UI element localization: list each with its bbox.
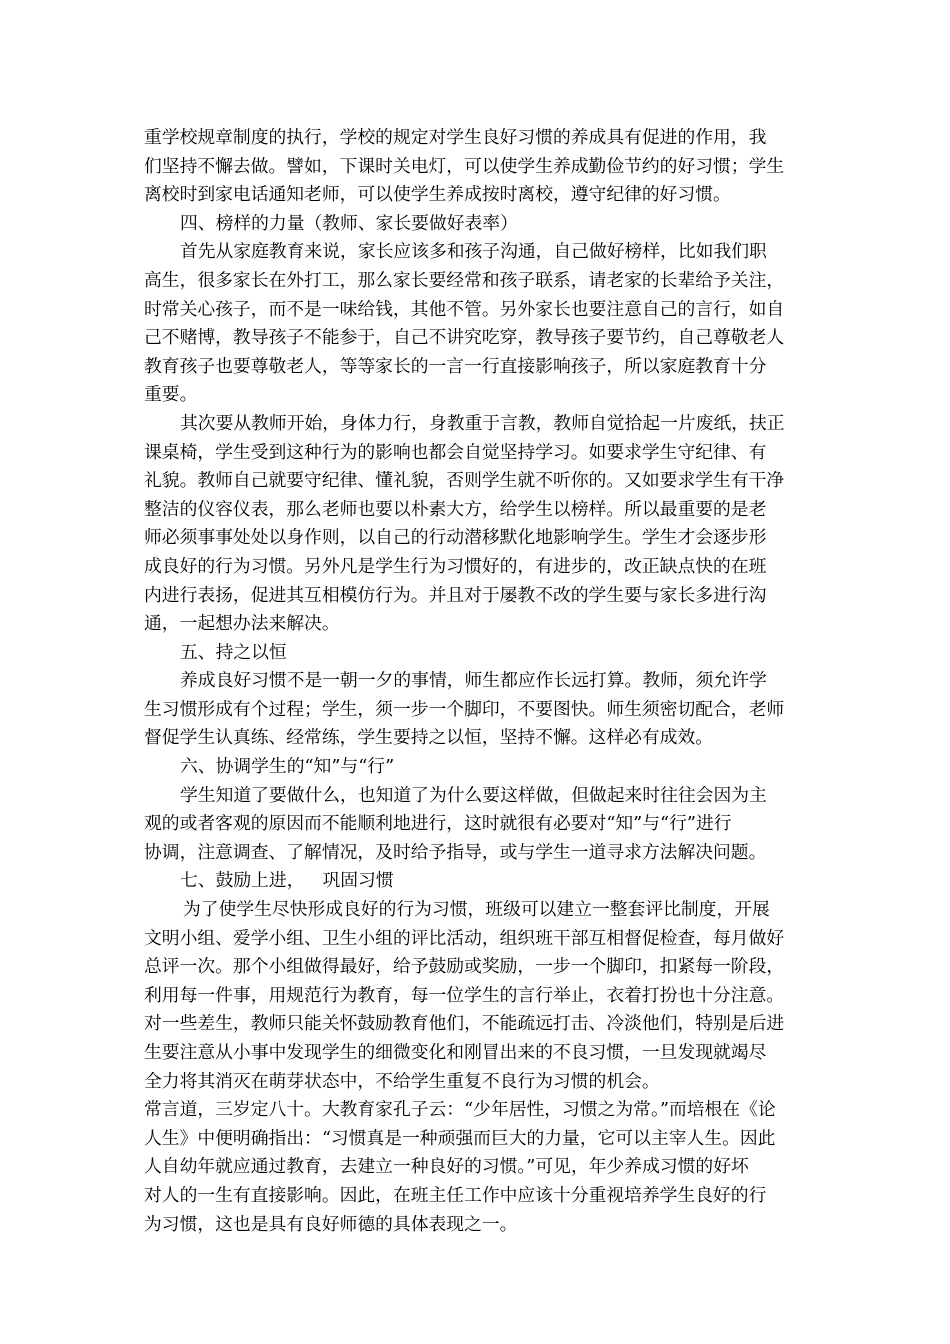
line-text: 督促学生认真练、经常练，学生要持之以恒，坚持不懈。这样必有成效。 [144,727,714,749]
text-line [144,782,816,811]
line-text: 重要。 [144,384,198,406]
text-line [144,153,816,182]
line-text: 课桌椅，学生受到这种行为的影响也都会自觉坚持学习。如要求学生守纪律、有 [144,441,767,463]
line-text: 人自幼年就应通过教育，去建立一种良好的习惯。”可见，年少养成习惯的好坏 [144,1156,749,1178]
text-line [144,467,816,496]
line-text: 重学校规章制度的执行，学校的规定对学生良好习惯的养成具有促进的作用，我 [144,127,767,148]
text-line [144,296,816,325]
text-line [144,1068,816,1097]
line-text: 时常关心孩子，而不是一味给钱，其他不管。另外家长也要注意自己的言行，如自 [144,298,785,320]
line-text: 总评一次。那个小组做得最好，给予鼓励或奖励，一步一个脚印，扣紧每一阶段， [144,956,785,978]
line-text: 离校时到家电话通知老师，可以使学生养成按时离校，遵守纪律的好习惯。 [144,184,731,206]
line-text: 协调，注意调查、了解情况，及时给予指导，或与学生一道寻求方法解决问题。 [144,841,767,863]
line-text: 全力将其消灭在萌芽状态中，不给学生重复不良行为习惯的机会。 [144,1070,660,1092]
text-line [144,982,816,1011]
heading-text: 四、榜样的力量（教师、家长要做好表率） [180,212,518,234]
text-line [144,1125,816,1154]
line-text: 养成良好习惯不是一朝一夕的事情，师生都应作长远打算。教师，须允许学 [180,670,767,692]
text-line [144,1096,816,1125]
line-text: 学生知道了要做什么，也知道了为什么要这样做，但做起来时往往会因为主 [180,784,767,806]
text-line [144,353,816,382]
text-line [144,439,816,468]
text-line [144,524,816,553]
text-line [144,839,816,868]
text-line [144,896,816,925]
document-page [144,124,816,1239]
line-text: 成良好的行为习惯。另外凡是学生行为习惯好的，有进步的，改正缺点快的在班 [144,555,767,577]
text-line [144,381,816,410]
text-line [144,1211,816,1240]
line-text: 文明小组、爱学小组、卫生小组的评比活动，组织班干部互相督促检查，每月做好 [144,927,785,949]
line-text: 人生》中便明确指出：“习惯真是一种顽强而巨大的力量，它可以主宰人生。因此 [144,1127,776,1149]
text-line [144,925,816,954]
text-line [144,181,816,210]
line-text: 内进行表扬，促进其互相模仿行为。并且对于屡教不改的学生要与家长多进行沟 [144,584,767,606]
text-line [144,724,816,753]
line-text: 通，一起想办法来解决。 [144,613,340,635]
line-text: 为了使学生尽快形成良好的行为习惯，班级可以建立一整套评比制度，开展 [183,899,770,921]
text-line [144,582,816,611]
line-text: 整洁的仪容仪表，那么老师也要以朴素大方，给学生以榜样。所以最重要的是老 [144,498,767,520]
line-text: 对人的一生有直接影响。因此，在班主任工作中应该十分重视培养学生良好的行 [144,1184,767,1206]
text-line [144,553,816,582]
line-text: 己不赌博，教导孩子不能参于，自己不讲究吃穿，教导孩子要节约，自己尊敬老人 [144,327,785,349]
line-text: 高生，很多家长在外打工，那么家长要经常和孩子联系，请老家的长辈给予关注， [144,269,785,291]
line-text: 们坚持不懈去做。譬如，下课时关电灯，可以使学生养成勤俭节约的好习惯；学生 [144,155,785,177]
text-line [144,1182,816,1211]
line-text: 首先从家庭教育来说，家长应该多和孩子沟通，自己做好榜样，比如我们职 [180,241,767,263]
text-line [144,124,816,153]
line-text: 观的或者客观的原因而不能顺利地进行，这时就很有必要对“知”与“行”进行 [144,813,732,835]
line-text: 利用每一件事，用规范行为教育，每一位学生的言行举止，衣着打扮也十分注意。 [144,984,785,1006]
line-text: 为习惯，这也是具有良好师德的具体表现之一。 [144,1213,518,1235]
text-line [144,267,816,296]
heading-text: 六、协调学生的“知”与“行” [180,756,395,778]
section-heading-6 [144,753,816,782]
heading-text-cont: 巩固习惯 [322,870,394,892]
heading-text: 七、鼓励上进， [180,870,305,892]
text-line [144,1010,816,1039]
section-heading-5 [144,639,816,668]
text-line [144,667,816,696]
text-line [144,1039,816,1068]
line-text: 教育孩子也要尊敬老人，等等家长的一言一行直接影响孩子，所以家庭教育十分 [144,355,767,377]
text-line [144,696,816,725]
line-text: 师必须事事处处以身作则，以自己的行动潜移默化地影响学生。学生才会逐步形 [144,527,767,549]
text-line [144,810,816,839]
text-line [144,496,816,525]
text-line [144,953,816,982]
text-line [144,610,816,639]
line-text: 常言道，三岁定八十。大教育家孔子云：“少年居性，习惯之为常。”而培根在《论 [144,1099,776,1121]
text-line [144,1153,816,1182]
line-text: 对一些差生，教师只能关怀鼓励教育他们，不能疏远打击、冷淡他们，特别是后进 [144,1013,785,1035]
section-heading-7 [144,867,816,896]
line-text: 生要注意从小事中发现学生的细微变化和刚冒出来的不良习惯，一旦发现就竭尽 [144,1042,767,1063]
line-text: 礼貌。教师自己就要守纪律、懂礼貌，否则学生就不听你的。又如要求学生有干净 [144,470,785,492]
line-text: 其次要从教师开始，身体力行，身教重于言教，教师自觉拾起一片废纸，扶正 [180,412,785,434]
text-line [144,324,816,353]
heading-text: 五、持之以恒 [180,641,287,663]
line-text: 生习惯形成有个过程；学生，须一步一个脚印，不要图快。师生须密切配合，老师 [144,698,785,720]
text-line [144,410,816,439]
section-heading-4 [144,210,816,239]
text-line [144,238,816,267]
